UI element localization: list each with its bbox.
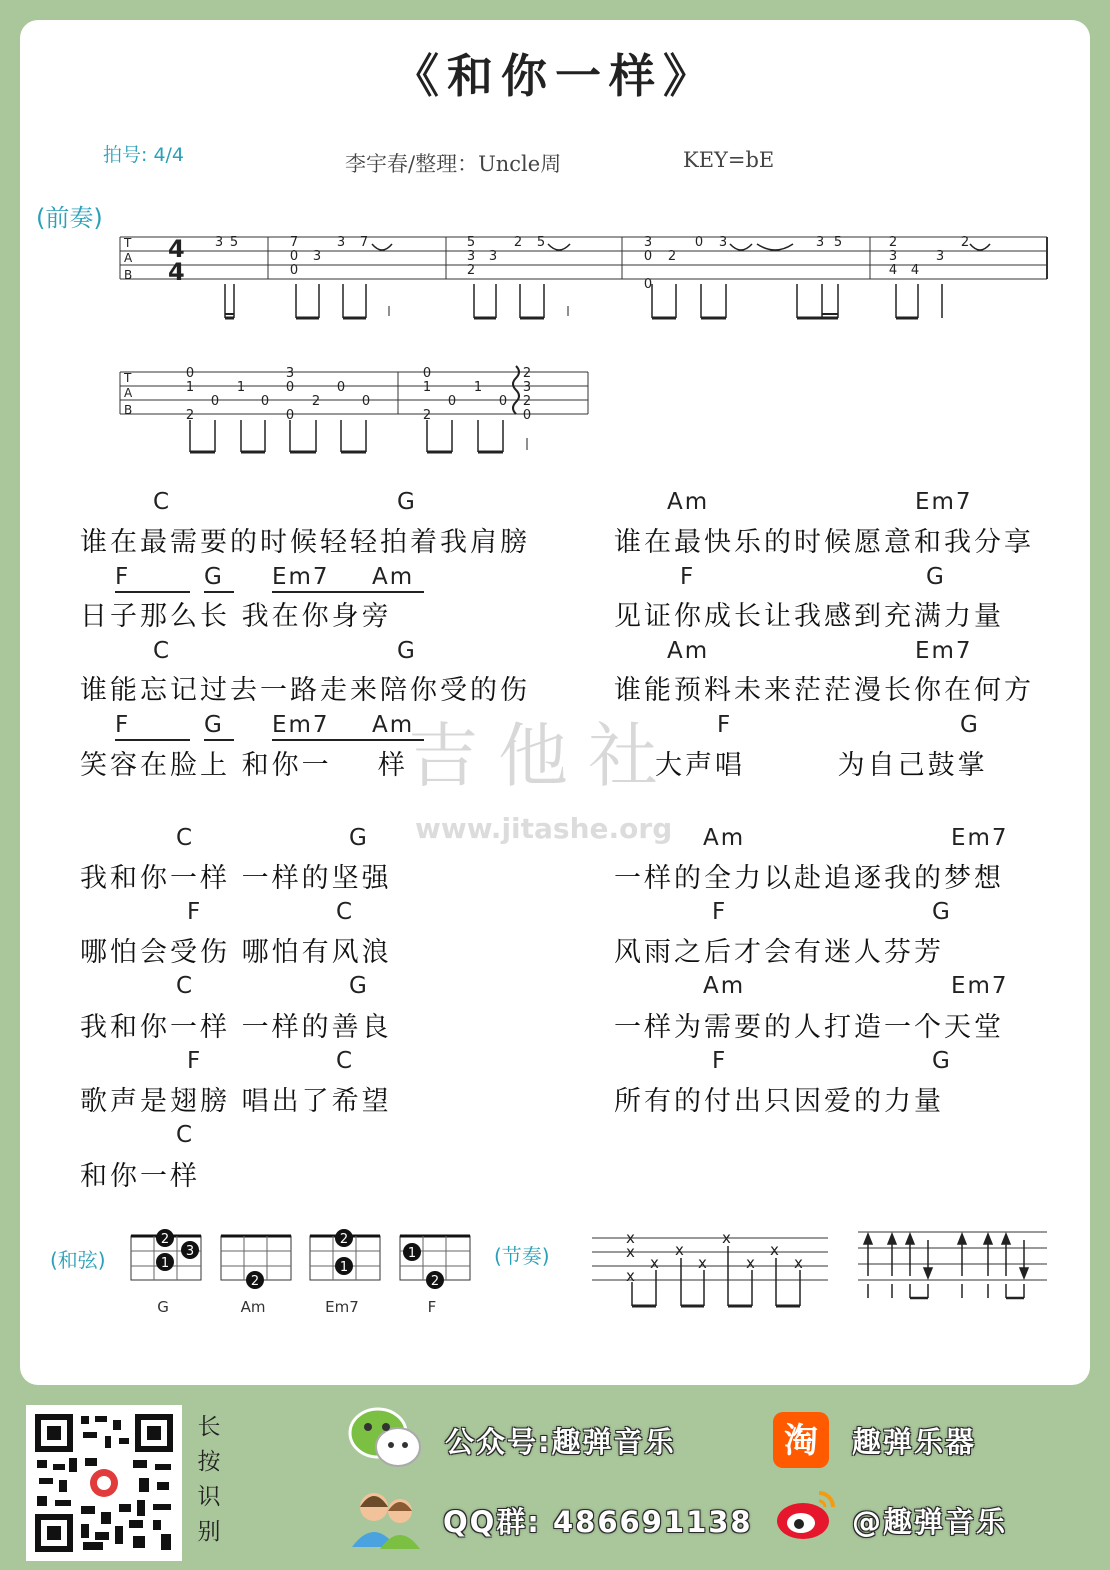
tab-fret-number: 3 xyxy=(888,249,898,264)
tab-letter-a: A xyxy=(124,251,133,265)
chord-symbol: Em7 xyxy=(915,489,973,515)
chord-symbol: Am xyxy=(703,973,746,999)
tab-fret-number: 2 xyxy=(888,235,898,250)
press-to-scan-label: 长按识别 xyxy=(197,1414,221,1545)
chord-symbol: G xyxy=(204,564,234,593)
strum-arrows xyxy=(864,1234,1028,1278)
tab-fret-number: 0 xyxy=(361,394,371,409)
lyric-line: 风雨之后才会有迷人芬芳 xyxy=(614,937,944,968)
lyric-line: 我和你一样 一样的坚强 xyxy=(80,863,392,894)
chord-symbol: Em7 xyxy=(951,973,1009,999)
chord-symbol: F xyxy=(712,899,728,925)
tab-fret-number: 0 xyxy=(522,408,532,423)
svg-text:x: x xyxy=(626,1243,635,1261)
svg-text:x: x xyxy=(675,1241,684,1259)
watermark-site-url: www.jitashe.org xyxy=(415,812,673,845)
tab-fret-number: 3 xyxy=(312,249,322,264)
tab-fret-number: 0 xyxy=(498,394,508,409)
svg-text:x: x xyxy=(722,1229,731,1247)
chord-symbol: Em7 xyxy=(915,638,973,664)
chord-symbol: G xyxy=(960,712,980,738)
tab-fret-number: 2 xyxy=(185,408,195,423)
chord-symbol: Am xyxy=(372,712,424,741)
finger-number: 2 xyxy=(339,1232,349,1247)
tab-fret-number: 0 xyxy=(185,366,195,381)
finger-number: 2 xyxy=(250,1274,260,1289)
qq-group-label[interactable]: QQ群: 486691138 xyxy=(443,1505,753,1539)
svg-text:x: x xyxy=(794,1254,803,1272)
taobao-store-label[interactable]: 趣弹乐器 xyxy=(852,1425,977,1459)
chord-symbol: G xyxy=(397,489,417,515)
key-label: KEY=bE xyxy=(683,148,775,172)
chord-symbol: C xyxy=(336,899,355,925)
qr-code-icon[interactable] xyxy=(26,1405,182,1561)
svg-text:x: x xyxy=(650,1254,659,1272)
tab-fret-number: 1 xyxy=(185,380,195,395)
tab-fret-number: 2 xyxy=(960,235,970,250)
lyric-line: 谁在最快乐的时候愿意和我分享 xyxy=(614,527,1034,558)
tab-letter-t: T xyxy=(124,236,132,250)
lyric-line: 一样为需要的人打造一个天堂 xyxy=(614,1012,1004,1043)
tab-fret-number: 2 xyxy=(513,235,523,250)
tab-fret-number: 0 xyxy=(643,249,653,264)
lyric-line: 哪怕会受伤 哪怕有风浪 xyxy=(80,937,392,968)
chord-diagram-name: F xyxy=(427,1298,437,1316)
tab-fret-number: 0 xyxy=(447,394,457,409)
chord-symbol: F xyxy=(115,712,190,741)
chord-symbol: Em7 xyxy=(951,825,1009,851)
lyric-line: 歌声是翅膀 唱出了希望 xyxy=(80,1086,392,1117)
chord-symbol: C xyxy=(176,1122,195,1148)
tab-fret-number: 5 xyxy=(536,235,546,250)
tab-fret-number: 0 xyxy=(260,394,270,409)
tab-letter-t: T xyxy=(124,371,132,385)
chord-diagram-name: Em7 xyxy=(325,1298,359,1316)
finger-number: 1 xyxy=(339,1260,349,1275)
qq-icon[interactable] xyxy=(350,1485,422,1555)
lyric-line: 谁在最需要的时候轻轻拍着我肩膀 xyxy=(80,527,530,558)
chord-symbol: G xyxy=(349,825,369,851)
chord-symbol: Am xyxy=(667,489,710,515)
tab-fret-number: 3 xyxy=(522,380,532,395)
chord-symbol: C xyxy=(176,825,195,851)
svg-text:淘: 淘 xyxy=(784,1421,818,1461)
tab-fret-number: 3 xyxy=(488,249,498,264)
taobao-icon[interactable] xyxy=(773,1412,829,1472)
credit-line: 李宇春/整理：Uncle周 xyxy=(345,152,562,176)
tab-fret-number: 2 xyxy=(522,366,532,381)
tab-fret-number: 7 xyxy=(359,235,369,250)
lyric-line: 谁能忘记过去一路走来陪你受的伤 xyxy=(80,675,530,706)
chord-symbol: G xyxy=(932,1048,952,1074)
tab-fret-number: 0 xyxy=(694,235,704,250)
chord-symbol: C xyxy=(153,489,172,515)
svg-text:x: x xyxy=(626,1229,635,1247)
lyric-line: 一样的全力以赴追逐我的梦想 xyxy=(614,863,1004,894)
tab-fret-number: 4 xyxy=(910,263,920,278)
tab-fret-number: 0 xyxy=(643,277,653,292)
intro-label: (前奏) xyxy=(36,204,103,232)
tab-fret-number: 3 xyxy=(466,249,476,264)
tab-fret-number: 3 xyxy=(214,235,224,250)
chord-symbol: G xyxy=(932,899,952,925)
chord-symbol: F xyxy=(187,1048,203,1074)
tab-letter-b: B xyxy=(124,403,133,417)
tab-fret-number: 0 xyxy=(336,380,346,395)
chord-symbol: C xyxy=(153,638,172,664)
svg-text:x: x xyxy=(698,1254,707,1272)
tab-letter-b: B xyxy=(124,268,133,282)
tab-fret-number: 5 xyxy=(229,235,239,250)
chord-symbol: Am xyxy=(667,638,710,664)
tab-fret-number: 5 xyxy=(833,235,843,250)
chord-symbol: G xyxy=(349,973,369,999)
weibo-account-label[interactable]: @趣弹音乐 xyxy=(852,1505,1008,1539)
tab-fret-number: 3 xyxy=(815,235,825,250)
tab-fret-number: 0 xyxy=(422,366,432,381)
tab-fret-number: 2 xyxy=(466,263,476,278)
finger-number: 1 xyxy=(407,1246,417,1261)
tab-fret-number: 2 xyxy=(311,394,321,409)
tab-fret-number: 1 xyxy=(473,380,483,395)
chord-section-label: (和弦) xyxy=(50,1248,106,1272)
chord-symbol: F xyxy=(717,712,733,738)
song-title: 《和你一样》 xyxy=(393,49,717,103)
tab-fret-number: 2 xyxy=(667,249,677,264)
rhythm-section-label: (节奏) xyxy=(494,1244,550,1268)
lyric-line: 谁能预料未来茫茫漫长你在何方 xyxy=(614,675,1034,706)
finger-number: 2 xyxy=(160,1232,170,1247)
finger-number: 3 xyxy=(185,1244,195,1259)
tab-fret-number: 0 xyxy=(285,408,295,423)
tab-fret-number: 0 xyxy=(289,263,299,278)
wechat-icon[interactable] xyxy=(348,1405,424,1475)
lyric-line: 日子那么长 我在你身旁 xyxy=(80,601,392,632)
lyric-line: 见证你成长让我感到充满力量 xyxy=(614,601,1004,632)
tab-fret-number: 3 xyxy=(336,235,346,250)
lyric-line: 我和你一样 一样的善良 xyxy=(80,1012,392,1043)
weibo-icon[interactable] xyxy=(775,1485,839,1547)
tab-fret-number: 2 xyxy=(522,394,532,409)
tab-fret-number: 7 xyxy=(289,235,299,250)
lyric-line: 笑容在脸上 和你一 样 xyxy=(80,750,408,781)
chord-symbol: Em7 xyxy=(272,564,400,593)
finger-number: 1 xyxy=(160,1256,170,1271)
chord-diagram-name: Am xyxy=(240,1298,266,1316)
tab-fret-number: 1 xyxy=(422,380,432,395)
time-sig-top: 4 xyxy=(168,235,185,263)
svg-text:x: x xyxy=(626,1267,635,1285)
tab-fret-number: 0 xyxy=(289,249,299,264)
chord-symbol: Am xyxy=(703,825,746,851)
chord-symbol: C xyxy=(336,1048,355,1074)
tab-fret-number: 5 xyxy=(466,235,476,250)
lyric-line: 所有的付出只因爱的力量 xyxy=(614,1086,944,1117)
tab-fret-number: 0 xyxy=(285,380,295,395)
chord-symbol: Em7 xyxy=(272,712,400,741)
chord-symbol: G xyxy=(926,564,946,590)
watermark-site-name: 吉他社 xyxy=(408,715,678,797)
finger-number: 2 xyxy=(430,1274,440,1289)
tab-fret-number: 1 xyxy=(236,380,246,395)
tab-fret-number: 3 xyxy=(643,235,653,250)
chord-symbol: F xyxy=(680,564,696,590)
svg-text:x: x xyxy=(746,1254,755,1272)
tab-fret-number: 2 xyxy=(422,408,432,423)
chord-symbol: G xyxy=(204,712,234,741)
lyric-line: 大声唱 为自己鼓掌 xyxy=(655,750,988,781)
time-signature-label: 拍号: 4/4 xyxy=(103,144,185,166)
chord-symbol: F xyxy=(115,564,190,593)
tab-letter-a: A xyxy=(124,386,133,400)
lyric-line: 和你一样 xyxy=(80,1161,200,1192)
chord-symbol: C xyxy=(176,973,195,999)
chord-symbol: Am xyxy=(372,564,424,593)
tab-fret-number: 3 xyxy=(718,235,728,250)
chord-symbol: F xyxy=(187,899,203,925)
tab-fret-number: 3 xyxy=(285,366,295,381)
chord-symbol: F xyxy=(712,1048,728,1074)
chord-symbol: G xyxy=(397,638,417,664)
tab-fret-number: 4 xyxy=(888,263,898,278)
tab-fret-number: 0 xyxy=(210,394,220,409)
time-sig-bottom: 4 xyxy=(168,258,185,286)
wechat-account-label[interactable]: 公众号:趣弹音乐 xyxy=(445,1425,676,1459)
chord-diagram-name: G xyxy=(157,1298,169,1316)
tab-fret-number: 3 xyxy=(935,249,945,264)
svg-text:x: x xyxy=(770,1241,779,1259)
